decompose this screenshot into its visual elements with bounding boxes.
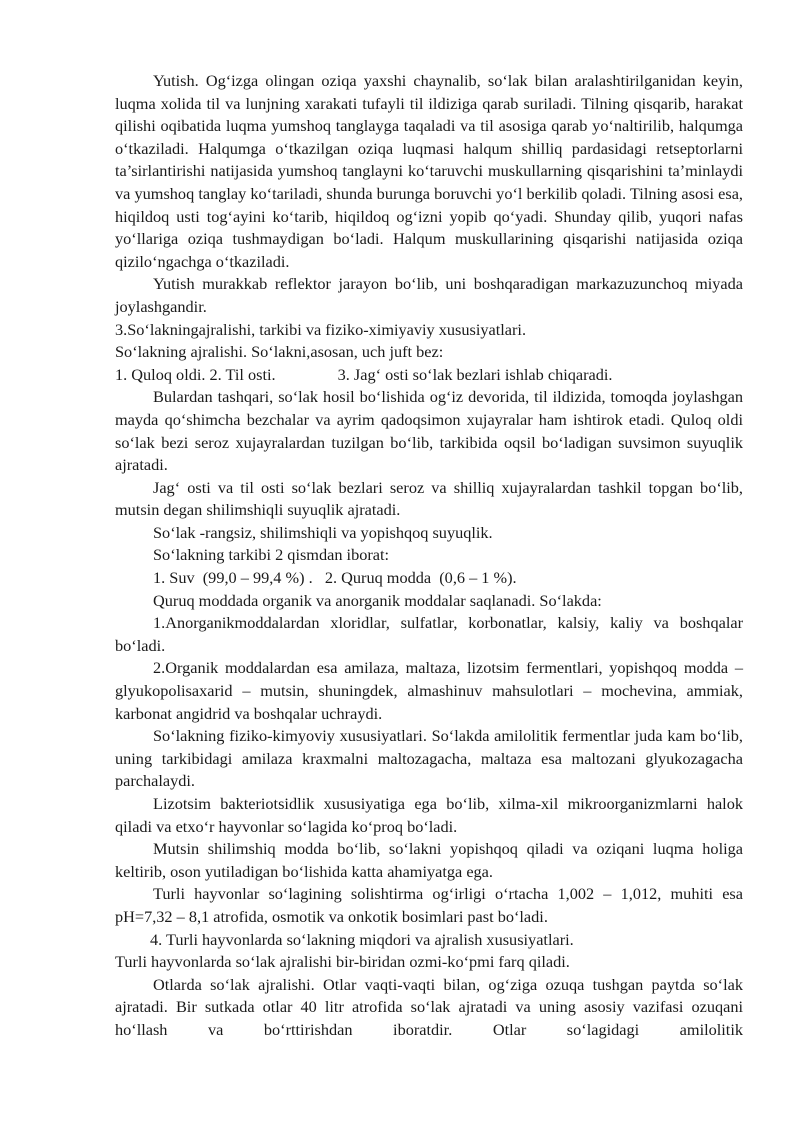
paragraph-salivation-intro: So‘lakning ajralishi. So‘lakni,asosan, uch juft bez: <box>115 342 444 362</box>
paragraph-dry-matter: Quruq moddada organik va anorganik moddalar saqlanadi. So‘lakda: <box>153 590 602 610</box>
paragraph-additional-glands: Bulardan tashqari, so‘lak hosil bo‘lishida og‘iz devorida, til ildizida, tomoqda joylashgan mayda qo‘shimcha bezchalar va ayrim qadoqsimon xujayralar ham ishtirok etadi. Quloq oldi so‘lak bezi seroz xujayralardan tuzilgan bo‘lib, tarkibida oqsil bo‘ladigan suvsimon suyuqlik ajratadi. <box>115 387 743 475</box>
paragraph-physicochemical: So‘lakning fiziko-kimyoviy xususiyatlari. So‘lakda amilolitik fermentlar juda kam bo‘lib, uning tarkibidagi amilaza kraxmalni maltozagacha, maltaza esa maltozani glyukozagacha parchalaydi. <box>115 726 743 791</box>
gland-list <box>115 364 743 387</box>
paragraph-composition-items: 1. Suv (99,0 – 99,4 %) . 2. Quruq modda (0,6 – 1 %). <box>153 568 517 588</box>
paragraph-mucin-glands: Jag‘ osti va til osti so‘lak bezlari seroz va shilliq xujayralardan tashkil topgan bo‘lib, mutsin degan shilimshiqli suyuqlik ajratadi. <box>115 477 743 520</box>
paragraph-horses: Otlarda so‘lak ajralishi. Otlar vaqti-vaqti bilan, og‘ziga ozuqa tushgan paytda so‘lak ajratadi. Bir sutkada otlar 40 litr atrofida so‘lak ajratadi va uning asosiy vazifasi ozuqani ho‘llash va bo‘rttirishdan iboratdir. Otlar so‘lagidagi amilolitik <box>115 974 743 1039</box>
paragraph-species-difference: Turli hayvonlarda so‘lak ajralishi bir-biridan ozmi-ko‘pmi farq qiladi. <box>115 952 570 972</box>
section-heading-3: 3.So‘lakningajralishi, tarkibi va fiziko-ximiyaviy xususiyatlari. <box>115 319 527 339</box>
document-page <box>115 70 743 1042</box>
paragraph-swallowing-reflex: Yutish murakkab reflektor jarayon bo‘lib, uni boshqaradigan markazuzunchoq miyada joylashgandir. <box>115 274 743 316</box>
gland-list-part-1: 1. Quloq oldi. 2. Til osti. <box>115 364 276 384</box>
paragraph-specific-gravity: Turli hayvonlar so‘lagining solishtirma og‘irligi o‘rtacha 1,002 – 1,012, muhiti esa pH=7,32 – 8,1 atrofida, osmotik va onkotik bosimlari past bo‘ladi. <box>115 884 743 926</box>
paragraph-composition: So‘lakning tarkibi 2 qismdan iborat: <box>153 545 390 565</box>
paragraph-inorganic: 1.Anorganikmoddalardan xloridlar, sulfatlar, korbonatlar, kalsiy, kaliy va boshqalar bo‘ladi. <box>115 613 743 655</box>
paragraph-saliva-definition: So‘lak -rangsiz, shilimshiqli va yopishqoq suyuqlik. <box>153 522 493 542</box>
paragraph-lysozyme: Lizotsim bakteriotsidlik xususiyatiga ega bo‘lib, xilma-xil mikroorganizmlarni halok qiladi va etxo‘r hayvonlar so‘lagida ko‘proq bo‘ladi. <box>115 794 743 836</box>
gland-list-part-2: 3. Jag‘ osti so‘lak bezlari ishlab chiqaradi. <box>337 364 613 384</box>
paragraph-mucin: Mutsin shilimshiq modda bo‘lib, so‘lakni yopishqoq qiladi va oziqani luqma holiga keltirib, oson yutiladigan bo‘lishida katta ahamiyatga ega. <box>115 839 743 881</box>
paragraph-organic: 2.Organik moddalardan esa amilaza, maltaza, lizotsim fermentlari, yopishqoq modda – glyukopolisaxarid – mutsin, shuningdek, almashinuv mahsulotlari – mochevina, ammiak, karbonat angidrid va boshqalar uchraydi. <box>115 658 743 723</box>
paragraph-swallowing: Yutish. Og‘izga olingan oziqa yaxshi chaynalib, so‘lak bilan aralashtirilganidan keyin, luqma xolida til va lunjning xarakati tufayli til ildiziga qarab suriladi. Tilning qisqarib, harakat qilishi oqibatida luqma yumshoq tanglayga taqaladi va til asosiga qarab yo‘naltirilib, halqumga o‘tkaziladi. Halqumga o‘tkazilgan oziqa luqmasi halqum shilliq pardasidagi retseptorlarni ta’sirlantirishi natijasida yumshoq tanglayni ko‘taruvchi muskullarning qisqarishini ta’minlaydi va yumshoq tanglay ko‘tariladi, shunda burunga boruvchi yo‘l berkilib qoladi. Tilning asosi esa, hiqildoq usti tog‘ayini ko‘tarib, hiqildoq og‘izni yopib qo‘yadi. Shunday qilib, yuqori nafas yo‘llariga oziqa tushmaydigan bo‘ladi. Halqum muskullarining qisqarishi natijasida oziqa qizilo‘ngachga o‘tkaziladi. <box>115 71 743 271</box>
section-heading-4: 4. Turli hayvonlarda so‘lakning miqdori va ajralish xususiyatlari. <box>150 929 574 949</box>
